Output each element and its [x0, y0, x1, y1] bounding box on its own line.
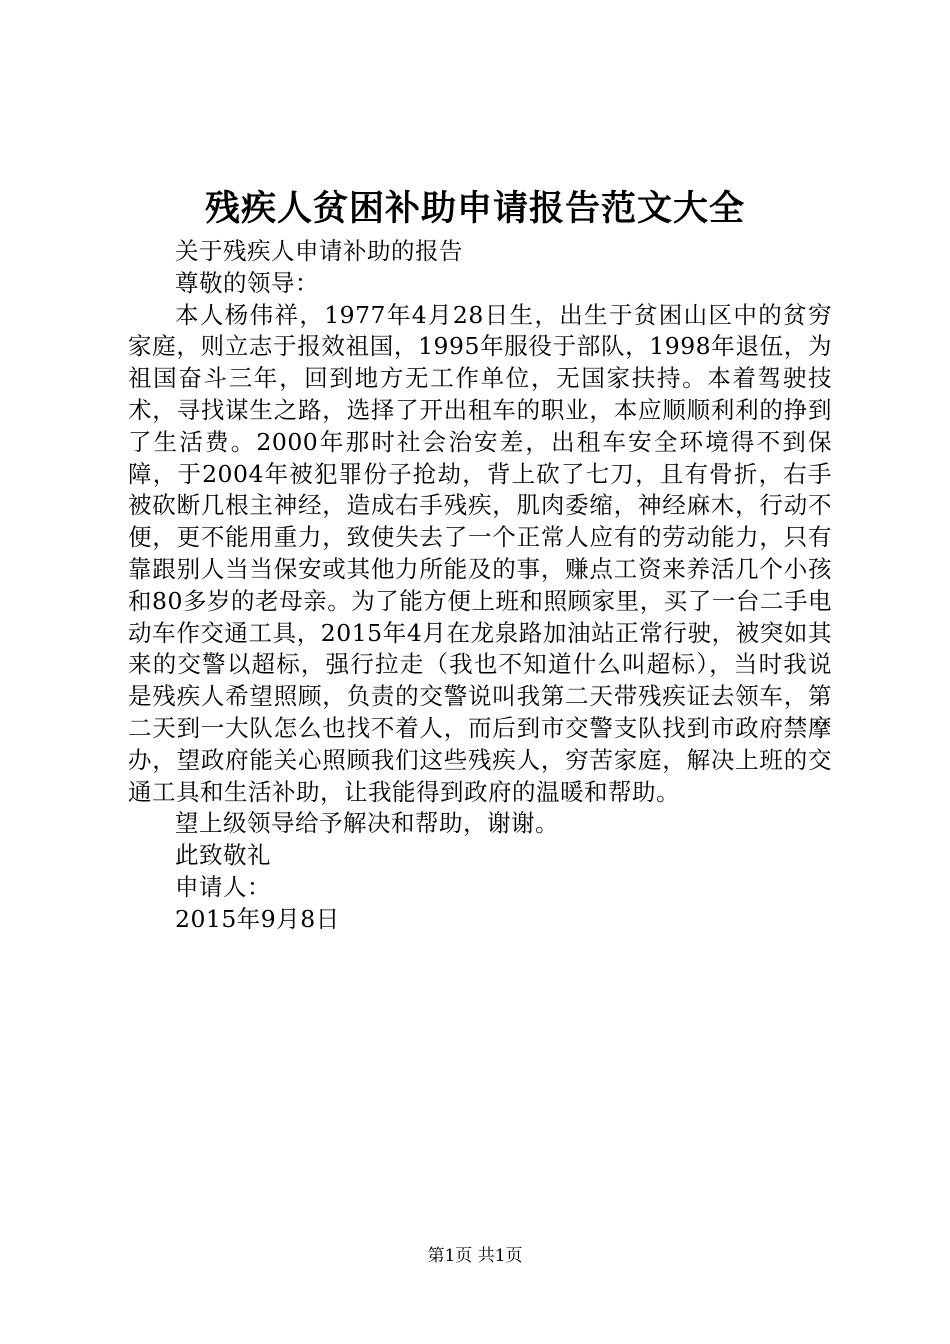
- page-footer: 第1页 共1页: [427, 1246, 523, 1266]
- document-title: 残疾人贫困补助申请报告范文大全: [204, 188, 745, 229]
- closing-line: 此致敬礼: [175, 841, 271, 870]
- document-body: [128, 236, 832, 936]
- applicant-label: 申请人：: [175, 872, 271, 901]
- report-heading: 关于残疾人申请补助的报告: [175, 237, 463, 265]
- main-paragraph: 本人杨伟祥，1977年4月28日生，出生于贫困山区中的贫穷家庭，则立志于报效祖国，1995年服役于部队，1998年退伍，为祖国奋斗三年，回到地方无工作单位，无国家扶持。本着驾驶技术，寻找谋生之路，选择了开出租车的职业，本应顺顺利利的挣到了生活费。2000年那时社会治安差，出租车安全环境得不到保障，于2004年被犯罪份子抢劫，背上砍了七刀，且有骨折，右手被砍断几根主神经，造成右手残疾，肌肉委缩，神经麻木，行动不便，更不能用重力，致使失去了一个正常人应有的劳动能力，只有靠跟别人当当保安或其他力所能及的事，赚点工资来养活几个小孩和80多岁的老母亲。为了能方便上班和照顾家里，买了一台二手电动车作交通工具，2015年4月在龙泉路加油站正常行驶，被突如其来的交警以超标，强行拉走（我也不知道什么叫超标），当时我说是残疾人希望照顾，负责的交警说叫我第二天带残疾证去领车，第二天到一大队怎么也找不着人，而后到市交警支队找到市政府禁摩办，望政府能关心照顾我们这些残疾人，穷苦家庭，解决上班的交通工具和生活补助，让我能得到政府的温暖和帮助。: [128, 300, 832, 806]
- document-date: 2015年9月8日: [175, 904, 340, 933]
- request-paragraph: 望上级领导给予解决和帮助，谢谢。: [175, 809, 559, 838]
- salutation: 尊敬的领导：: [175, 268, 319, 297]
